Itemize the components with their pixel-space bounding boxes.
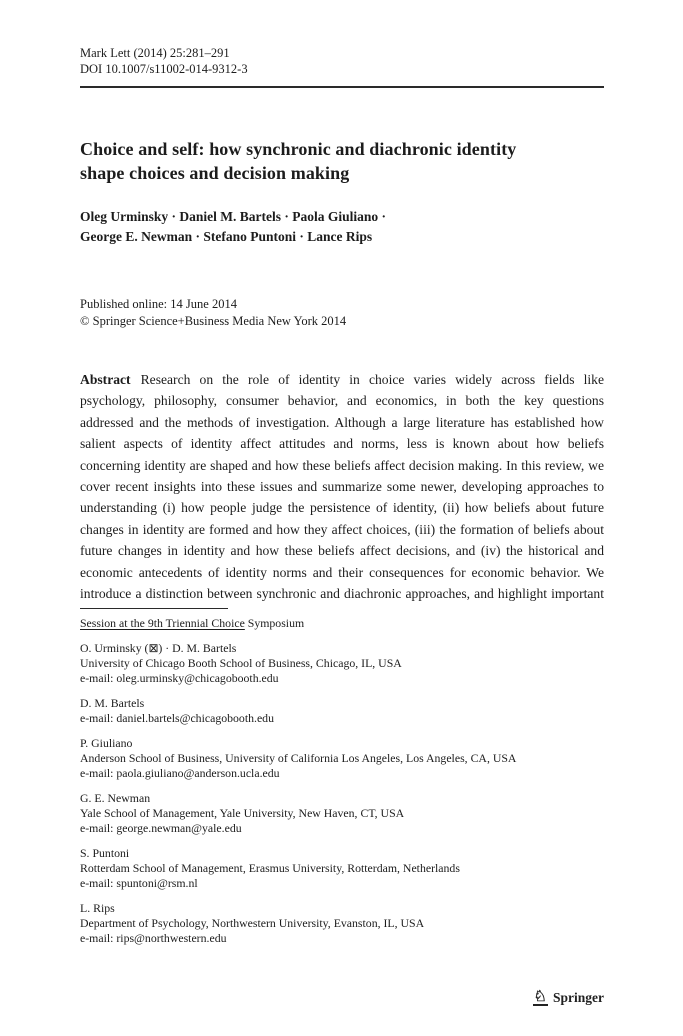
session-link[interactable]: Session at the 9th Triennial Choice [80,616,245,631]
affiliation-line: University of Chicago Booth School of Business, Chicago, IL, USA [80,656,402,671]
affiliation-line: Anderson School of Business, University of California Los Angeles, Los Angeles, CA, USA [80,751,517,766]
title-line-1: Choice and self: how synchronic and diachronic identity [80,139,517,159]
affiliation-line: e-mail: rips@northwestern.edu [80,931,227,946]
journal-header [80,0,604,77]
abstract-label: Abstract [80,372,131,387]
affiliation-line: P. Giuliano [80,736,133,751]
affiliation-line: e-mail: daniel.bartels@chicagobooth.edu [80,711,274,726]
affiliation-line: G. E. Newman [80,791,151,806]
abstract-text: Research on the role of identity in choice varies widely across fields like psychology, philosophy, consumer behavior, and economics, in both the key questions addressed and the methods of investigation. Although a large literature has established how salient aspects of identity affect attitudes and norms, less is known about how beliefs concerning identity are shaped and how these beliefs affect decision making. In this review, we cover recent insights into these issues and summarize some newer, developing approaches to understanding (i) how people judge the persistence of identity, (ii) how beliefs about future changes in identity are formed and how they affect choices, (iii) the formation of beliefs about future changes in identity and how these beliefs affect decisions, and (iv) the historical and economic antecedents of identity norms and their consequences for economic behavior. We introduce a distinction between synchronic and diachronic approaches, and highlight important [80,372,604,602]
affiliation-line: O. Urminsky (⊠) · D. M. Bartels [80,641,237,656]
article-title [80,137,604,185]
footnote-separator [80,608,228,609]
affiliation-line: e-mail: oleg.urminsky@chicagobooth.edu [80,671,279,686]
affiliation-line: e-mail: paola.giuliano@anderson.ucla.edu [80,766,280,781]
journal-reference: Mark Lett (2014) 25:281–291 [80,46,230,60]
published-online: Published online: 14 June 2014 [80,297,237,311]
authors-line-1: Oleg Urminsky · Daniel M. Bartels · Paola Giuliano · [80,209,387,224]
authors-line-2: George E. Newman · Stefano Puntoni · Lance Rips [80,229,373,244]
publisher-logo [533,990,604,1006]
affiliation-line: Rotterdam School of Management, Erasmus University, Rotterdam, Netherlands [80,861,460,876]
page-content [80,0,604,946]
publication-info [80,296,604,330]
affiliation-block [80,736,604,781]
affiliation-line: Department of Psychology, Northwestern University, Evanston, IL, USA [80,916,425,931]
session-note [80,616,604,631]
affiliation-block [80,791,604,836]
affiliation-block [80,641,604,686]
copyright-notice: © Springer Science+Business Media New York 2014 [80,314,347,328]
springer-knight-icon: ♘ [533,989,547,1005]
session-rest: Symposium [244,616,305,631]
affiliation-line: Yale School of Management, Yale University, New Haven, CT, USA [80,806,405,821]
affiliation-line: D. M. Bartels [80,696,145,711]
abstract [80,369,604,604]
affiliation-line: e-mail: george.newman@yale.edu [80,821,242,836]
doi: DOI 10.1007/s11002-014-9312-3 [80,62,248,76]
affiliation-block [80,901,604,946]
affiliation-block [80,696,604,726]
affiliations [80,641,604,946]
author-list [80,207,604,247]
affiliation-block [80,846,604,891]
title-line-2: shape choices and decision making [80,163,350,183]
affiliation-line: L. Rips [80,901,115,916]
affiliation-line: e-mail: spuntoni@rsm.nl [80,876,198,891]
affiliation-line: S. Puntoni [80,846,130,861]
header-rule [80,86,604,88]
publisher-name: Springer [552,990,604,1005]
